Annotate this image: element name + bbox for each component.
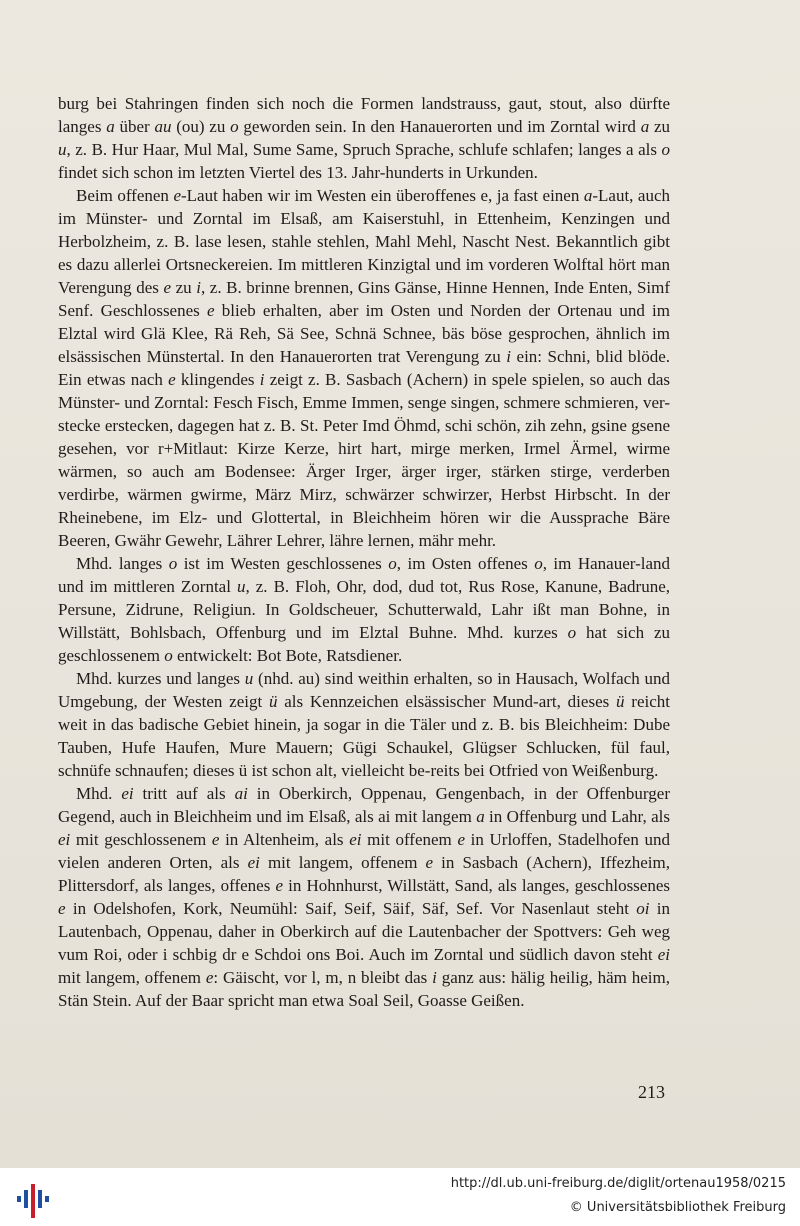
- italic-letter: oi: [636, 899, 650, 918]
- text-run: (nhd. au) sind weithin erhalten, so in Hausach, Wolfach und Umgebung, der Westen zeigt: [58, 669, 670, 711]
- copyright-notice: © Universitätsbibliothek Freiburg: [569, 1200, 786, 1215]
- text-run: findet sich schon im letzten Viertel des 13. Jahr-hunderts in Urkunden.: [58, 163, 538, 182]
- text-run: , im Osten offenes: [396, 554, 535, 573]
- text-run: burg bei Stahringen finden sich noch die Formen landstrauss, gaut, stout, also dürfte langes: [58, 94, 670, 136]
- paragraph: [58, 782, 670, 1012]
- paragraph: [58, 92, 670, 184]
- text-run: : Gäischt, vor l, m, n bleibt das: [213, 968, 433, 987]
- text-run: Mhd. langes: [76, 554, 169, 573]
- text-run: , im Hanauer-land und im mittleren Zorntal: [58, 554, 670, 596]
- italic-letter: ai: [234, 784, 248, 803]
- text-run: mit geschlossenem: [70, 830, 212, 849]
- italic-letter: e: [206, 301, 215, 320]
- italic-letter: o: [567, 623, 577, 642]
- text-run: zu: [649, 117, 671, 136]
- italic-letter: ei: [58, 830, 71, 849]
- text-run: -Laut, auch im Münster- und Zorntal im Elsaß, am Kaiserstuhl, in Ettenheim, Kenzingen und Herbolzheim, z. B. lase lesen, stahle stehlen, Mahl Mehl, Nascht Nest. Bekanntlich gibt es dazu allerlei Ortsneckereien. Im mittleren Kinzigtal und im vorderen Wolftal hört man Verengung des: [58, 186, 671, 297]
- source-url-link[interactable]: http://dl.ub.uni-freiburg.de/diglit/ortenau1958/0215: [450, 1176, 786, 1191]
- italic-letter: i: [506, 347, 512, 366]
- text-run: (ou) zu: [171, 117, 231, 136]
- italic-letter: o: [534, 554, 543, 573]
- text-run: mit offenem: [361, 830, 458, 849]
- text-run: Mhd.: [76, 784, 122, 803]
- italic-letter: e: [58, 899, 66, 918]
- text-run: in Hohnhurst, Willstätt, Sand, als langes, geschlossenes: [283, 876, 671, 895]
- italic-letter: o: [164, 646, 173, 665]
- italic-letter: a: [640, 117, 650, 136]
- text-run: in Odelshofen, Kork, Neumühl: Saif, Seif, Säif, Säf, Sef. Vor Nasenlaut steht: [65, 899, 637, 918]
- text-run: zeigt z. B. Sasbach (Achern) in spele spielen, so auch das Münster- und Zorntal: Fesch Fisch, Emme Immen, senge singen, schmere schmieren, ver-stecke erstecken, dagegen hat z. B. St. Peter Imd Öhmd, schi schön, zih zehn, gsine gsene gesehen, vor r+Mitlaut: Kirze Kerze, hirt hart, mirge merken, Irmel Ärmel, wirme wärmen, so auch am Bodensee: Ärger Irger, ärger irger, stärken stirge, verderben verdirbe, wärmen gwirme, März Mirz, schwärzer schwirzer, Herbst Hirbscht. In der Rheinebene, im Elz- und Glottertal, in Bleichheim hören wir die Aussprache Bäre Beeren, Gwähr Gewehr, Lährer Lehrer, lähre lernen, mähr mehr.: [58, 370, 670, 550]
- italic-letter: e: [173, 186, 181, 205]
- text-run: , z. B. brinne brennen, Gins Gänse, Hinne Hennen, Inde Enten, Simf Senf. Geschlossenes: [58, 278, 671, 320]
- italic-letter: u: [236, 577, 246, 596]
- italic-letter: e: [425, 853, 434, 872]
- text-run: hat sich zu geschlossenem: [58, 623, 670, 665]
- italic-letter: o: [168, 554, 178, 573]
- italic-letter: o: [230, 117, 239, 136]
- text-run: , z. B. Floh, Ohr, dod, dud tot, Rus Rose, Kanune, Badrune, Persune, Zidrune, Religiun. In Goldscheuer, Schutterwald, Lahr ißt man Bohne, in Willstätt, Bohlsbach, Offenburg und im Elztal Buhne. Mhd. kurzes: [58, 577, 670, 642]
- paragraph: [58, 667, 670, 782]
- italic-letter: a: [583, 186, 593, 205]
- text-run: geworden sein. In den Hanauerorten und im Zorntal wird: [238, 117, 641, 136]
- italic-letter: e: [275, 876, 284, 895]
- text-run: über: [114, 117, 155, 136]
- text-run: mit langem, offenem: [259, 853, 426, 872]
- text-run: mit langem, offenem: [58, 968, 206, 987]
- italic-letter: ei: [247, 853, 260, 872]
- text-run: klingendes: [175, 370, 260, 389]
- italic-letter: e: [205, 968, 214, 987]
- italic-letter: ei: [121, 784, 134, 803]
- text-run: Beim offenen: [76, 186, 174, 205]
- text-run: in Urloffen, Stadelhofen und vielen anderen Orten, als: [58, 830, 670, 872]
- text-run: tritt auf als: [133, 784, 235, 803]
- italic-letter: au: [154, 117, 172, 136]
- italic-letter: e: [163, 278, 172, 297]
- text-run: ein: Schni, blid blöde. Ein etwas nach: [58, 347, 670, 389]
- italic-letter: i: [196, 278, 201, 297]
- italic-letter: ei: [657, 945, 670, 964]
- text-run: in Lautenbach, Oppenau, daher in Oberkirch auf die Lautenbacher der Spottvers: Geh weg vum Roi, oder i schbig dr e Schdoi ons Boi. Auch im Zorntal und südlich davon steht: [58, 899, 670, 964]
- italic-letter: ei: [349, 830, 362, 849]
- body-text: [58, 92, 670, 1012]
- italic-letter: u: [58, 140, 67, 159]
- text-run: , z. B. Hur Haar, Mul Mal, Sume Same, Spruch Sprache, schlufe schlafen; langes a als: [66, 140, 662, 159]
- footer-bar: [0, 1168, 800, 1226]
- italic-letter: a: [106, 117, 115, 136]
- paragraph: [58, 184, 670, 552]
- italic-letter: e: [211, 830, 220, 849]
- text-run: ganz aus: hälig heilig, häm heim, Stän Stein. Auf der Baar spricht man etwa Soal Seil, Goasse Geißen.: [58, 968, 670, 1010]
- text-run: -Laut haben wir im Westen ein überoffenes e, ja fast einen: [180, 186, 584, 205]
- italic-letter: o: [661, 140, 670, 159]
- library-logo-icon: [12, 1176, 52, 1220]
- italic-letter: i: [259, 370, 265, 389]
- text-run: als Kennzeichen elsässischer Mund-art, dieses: [277, 692, 617, 711]
- italic-letter: e: [168, 370, 176, 389]
- text-run: blieb erhalten, aber im Osten und Norden der Ortenau und im Elztal wird Glä Klee, Rä Reh, Sä See, Schnä Schnee, bäs böse gesprochen, ähnlich im elsässischen Münstertal. In den Hanauerorten trat Verengung zu: [58, 301, 670, 366]
- italic-letter: u: [244, 669, 254, 688]
- text-run: in Sasbach (Achern), Iffezheim, Plittersdorf, als langes, offenes: [58, 853, 670, 895]
- text-run: Mhd. kurzes und langes: [76, 669, 245, 688]
- italic-letter: i: [432, 968, 437, 987]
- italic-letter: a: [476, 807, 485, 826]
- italic-letter: o: [388, 554, 397, 573]
- italic-letter: ü: [616, 692, 625, 711]
- text-run: entwickelt: Bot Bote, Ratsdiener.: [172, 646, 403, 665]
- page-number: 213: [638, 1082, 665, 1102]
- text-run: in Altenheim, als: [219, 830, 350, 849]
- text-run: reicht weit in das badische Gebiet hinein, ja sogar in die Täler und z. B. bis Bleichheim: Dube Tauben, Hufe Haufen, Mure Mauern; Gügi Schaukel, Glügser Schlucken, fül faul, schnüfe schnaufen; dieses ü ist schon alt, vielleicht be-reits bei Otfried von Weißenburg.: [58, 692, 670, 780]
- text-run: ist im Westen geschlossenes: [177, 554, 389, 573]
- text-run: zu: [171, 278, 197, 297]
- paragraph: [58, 552, 670, 667]
- text-run: in Offenburg und Lahr, als: [484, 807, 670, 826]
- text-run: in Oberkirch, Oppenau, Gengenbach, in der Offenburger Gegend, auch in Bleichheim und im Elsaß, als ai mit langem: [58, 784, 670, 826]
- italic-letter: ü: [268, 692, 278, 711]
- italic-letter: e: [457, 830, 465, 849]
